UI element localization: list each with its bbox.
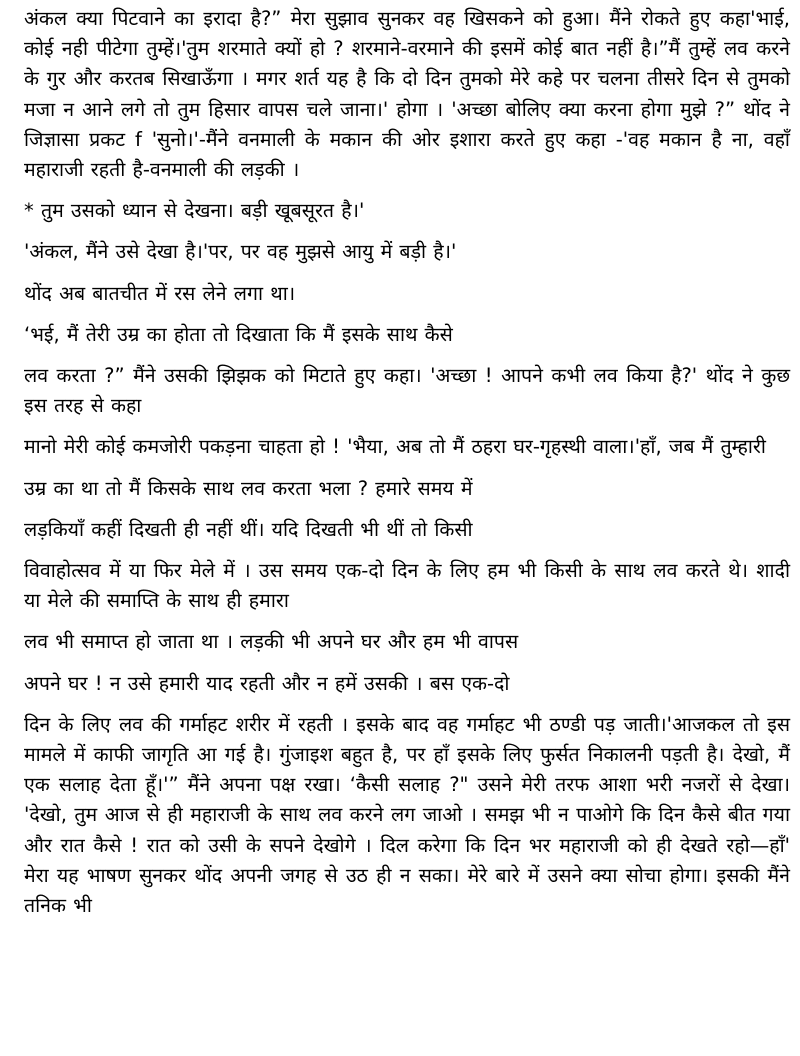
paragraph-11: लव भी समाप्त हो जाता था । लड़की भी अपने घर और हम भी वापस: [24, 630, 519, 654]
paragraph-9: लड़कियाँ कहीं दिखती ही नहीं थीं। यदि दिखती भी थीं तो किसी: [24, 517, 473, 541]
paragraph-5: ‘भई, मैं तेरी उम्र का होता तो दिखाता कि मैं इसके साथ कैसे: [24, 322, 453, 346]
paragraph-8: उम्र का था तो मैं किसके साथ लव करता भला ? हमारे समय में: [24, 476, 473, 500]
paragraph-13: दिन के लिए लव की गर्माहट शरीर में रहती । इसके बाद वह गर्माहट भी ठण्डी पड़ जाती।'आजकल तो इस मामले में काफी जागृति आ गई है। गुंजाइश बहुत है, पर हाँ इसके लिए फुर्सत निकालनी पड़ती है। देखो, मैं एक सलाह देता हूँ।'” मैंने अपना पक्ष रखा। ‘कैसी सलाह ?" उसने मेरी तरफ आशा भरी नजरों से देखा। 'देखो, तुम आज से ही महाराजी के साथ लव करने लग जाओ । समझ भी न पाओगे कि दिन कैसे बीत गया और रात कैसे ! रात को उसी के सपने देखोगे । दिल करेगा कि दिन भर महाराजी को ही देखते रहो—हाँ' मेरा यह भाषण सुनकर थोंद अपनी जगह से उठ ही न सका। मेरे बारे में उसने क्या सोचा होगा। इसकी मैंने तनिक भी: [24, 712, 790, 918]
paragraph-6: लव करता ?” मैंने उसकी झिझक को मिटाते हुए कहा। 'अच्छा ! आपने कभी लव किया है?' थोंद ने कुछ इस तरह से कहा: [24, 364, 790, 418]
paragraph-7: मानो मेरी कोई कमजोरी पकड़ना चाहता हो ! 'भैया, अब तो मैं ठहरा घर-गृहस्थी वाला।'हाँ, जब मैं तुम्हारी: [24, 435, 766, 459]
paragraph-2: * तुम उसको ध्यान से देखना। बड़ी खूबसूरत है।': [24, 199, 365, 223]
paragraph-3: 'अंकल, मैंने उसे देखा है।'पर, पर वह मुझसे आयु में बड़ी है।': [24, 240, 457, 264]
paragraph-1: अंकल क्या पिटवाने का इरादा है?” मेरा सुझाव सुनकर वह खिसकने को हुआ। मैंने रोकते हुए कहा'भाई, कोई नही पीटेगा तुम्हें।'तुम शरमाते क्यों हो ? शरमाने-वरमाने की इसमें कोई बात नहीं है।”मैं तुम्हें लव करने के गुर और करतब सिखाऊँगा । मगर शर्त यह है कि दो दिन तुमको मेरे कहे पर चलना तीसरे दिन से तुमको मजा न आने लगे तो तुम हिसार वापस चले जाना।' होगा । 'अच्छा बोलिए क्या करना होगा मुझे ?” थोंद ने जिज्ञासा प्रकट f 'सुनो।'-मैंने वनमाली के मकान की ओर इशारा करते हुए कहा -'वह मकान है ना, वहाँ महाराजी रहती है-वनमाली की लड़की ।: [24, 7, 790, 182]
paragraph-12: अपने घर ! न उसे हमारी याद रहती और न हमें उसकी । बस एक-दो: [24, 671, 510, 695]
paragraph-10: विवाहोत्सव में या फिर मेले में । उस समय एक-दो दिन के लिए हम भी किसी के साथ लव करते थे। शादी या मेले की समाप्ति के साथ ही हमारा: [24, 559, 790, 613]
paragraph-4: थोंद अब बातचीत में रस लेने लगा था।: [24, 281, 296, 305]
